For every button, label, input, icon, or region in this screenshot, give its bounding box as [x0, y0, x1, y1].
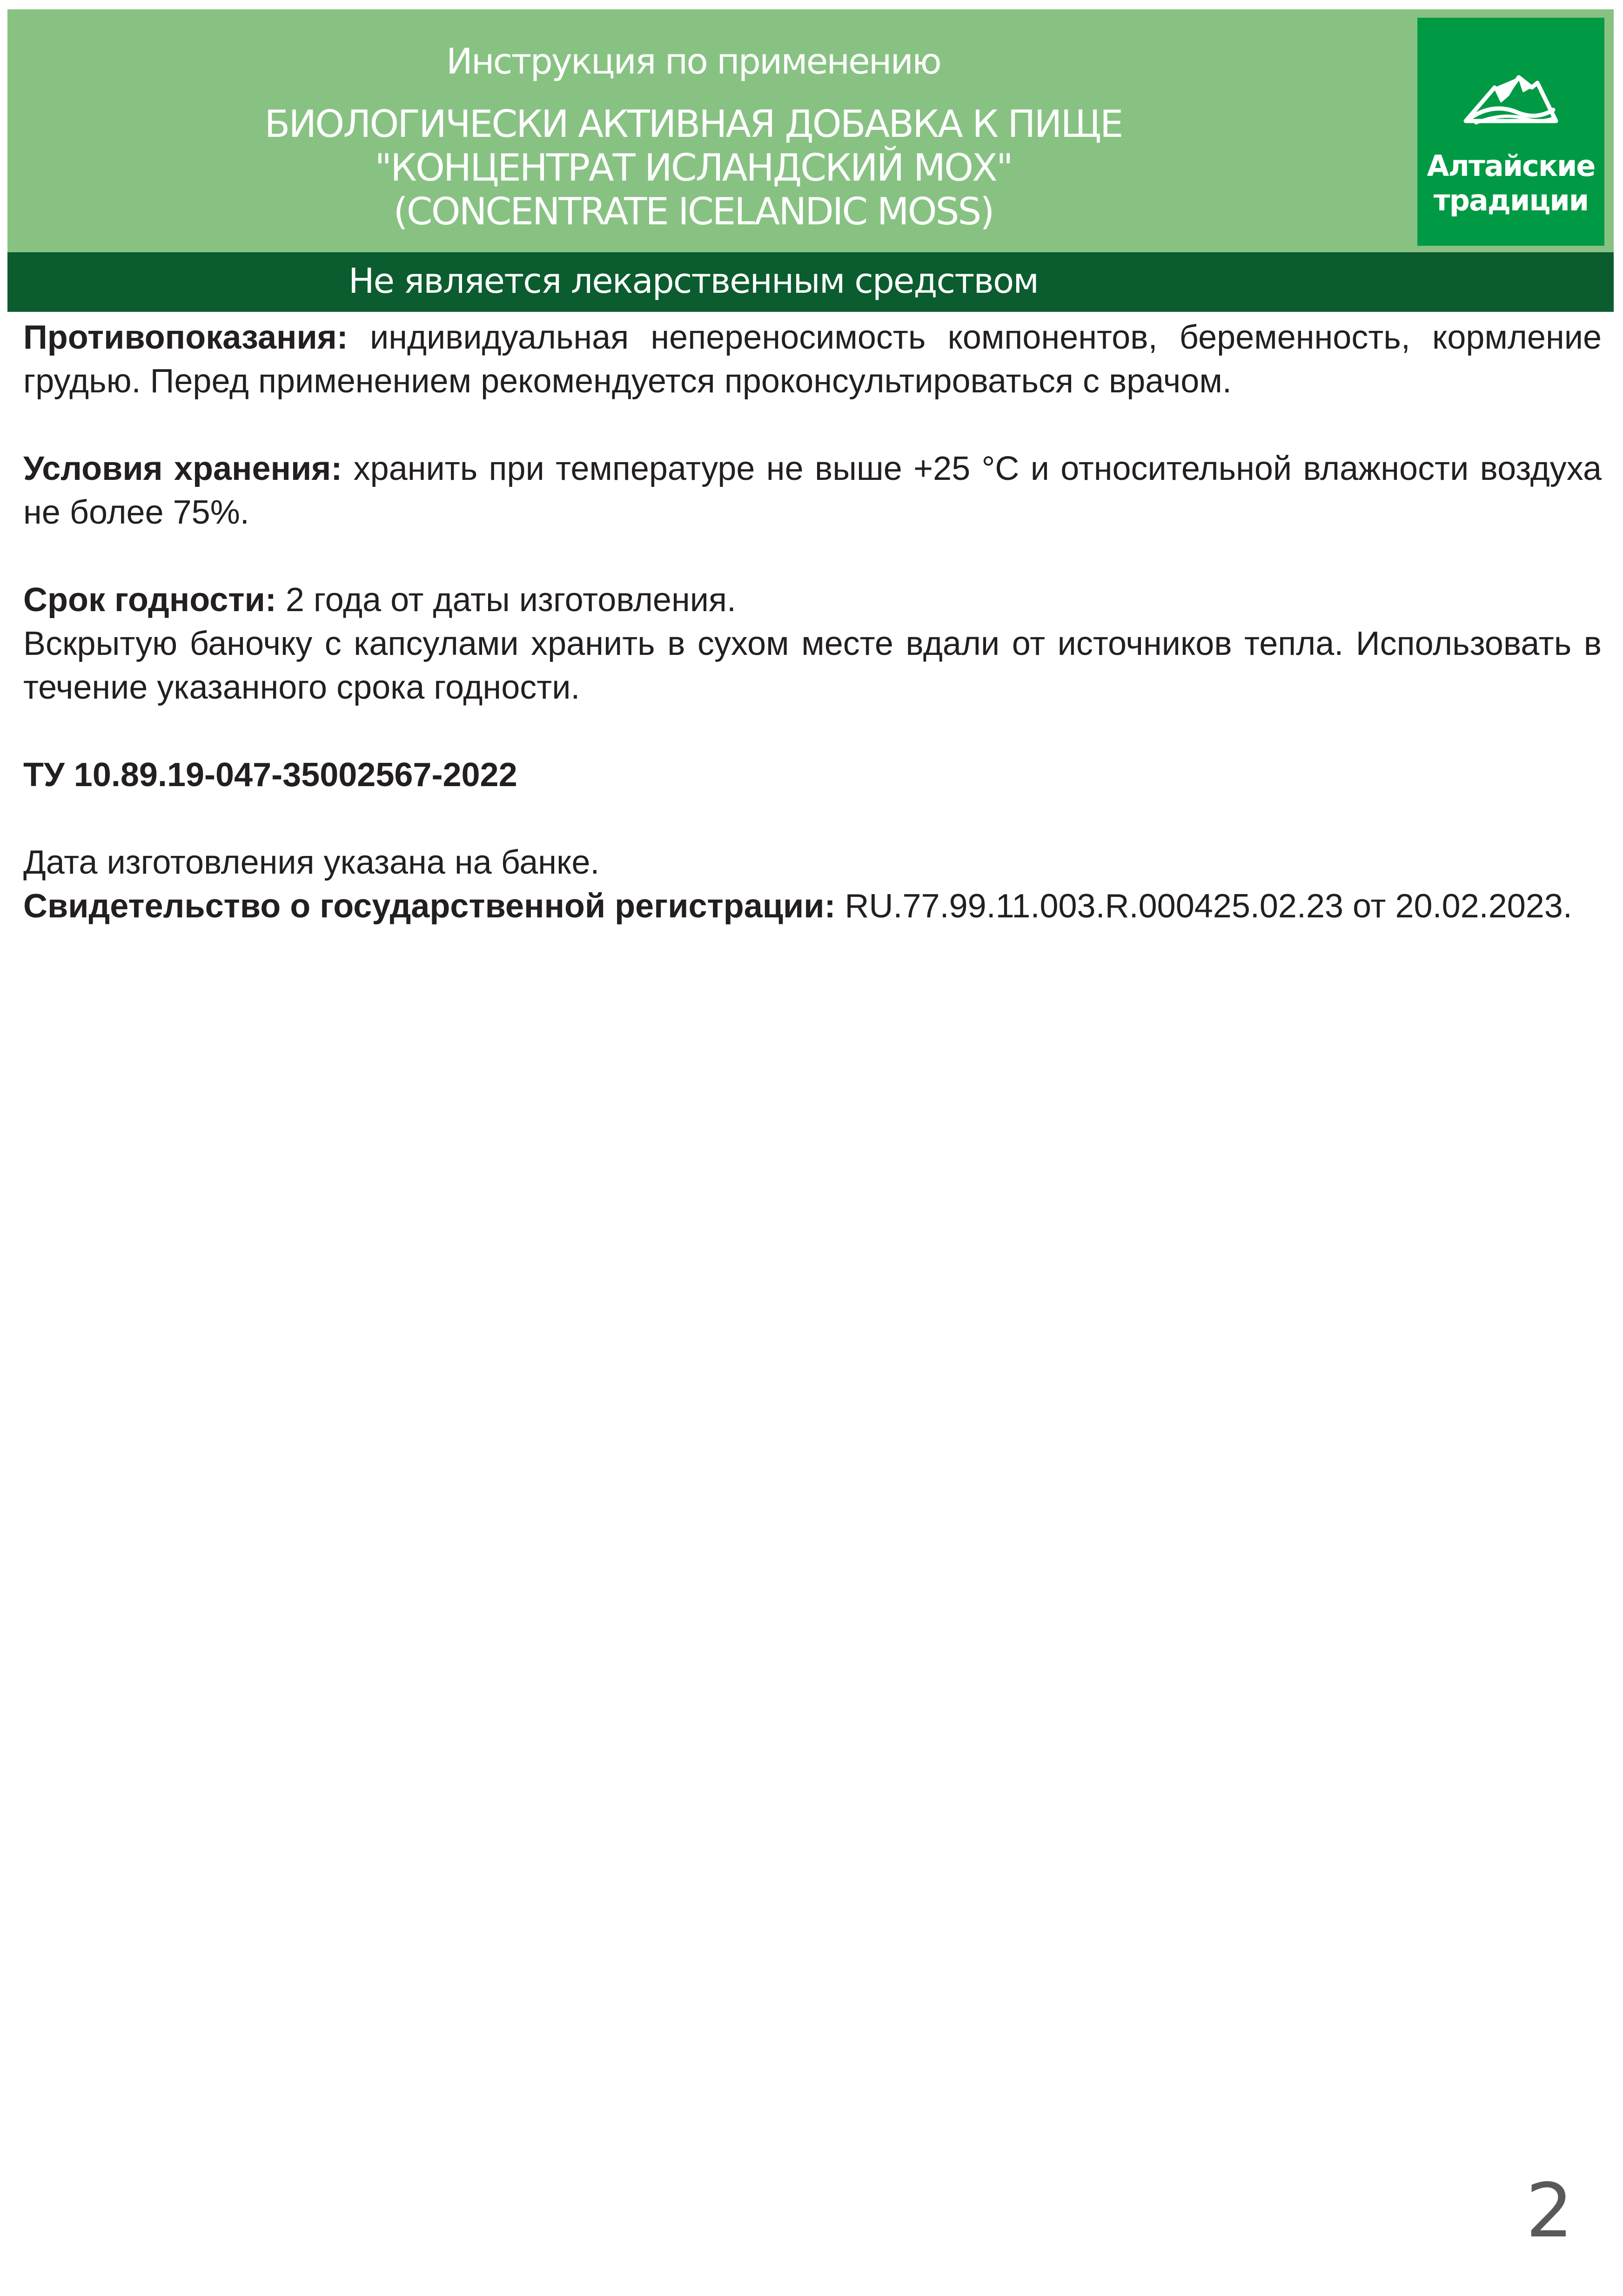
- disclaimer-banner: [7, 252, 1614, 312]
- brand-logo: [1417, 18, 1604, 246]
- product-line-1: БИОЛОГИЧЕСКИ АКТИВНАЯ ДОБАВКА К ПИЩЕ: [264, 102, 1122, 146]
- registration-label: Свидетельство о государственной регистрации:: [23, 888, 836, 925]
- product-line-3: (CONCENTRATE ICELANDIC MOSS): [393, 190, 993, 233]
- storage-paragraph: [23, 447, 1602, 534]
- shelf-life-text: 2 года от даты изготовления.: [276, 581, 736, 619]
- page-number: 2: [1526, 2167, 1573, 2254]
- contraindications-text: индивидуальная непереносимость компонентов, беременность, кормление грудью. Перед применением рекомендуется проконсультироваться с врачом.: [23, 319, 1602, 400]
- registration-paragraph: [23, 884, 1602, 928]
- contraindications-label: Противопоказания:: [23, 319, 348, 356]
- logo-text: [1417, 149, 1604, 218]
- shelf-life-paragraph: [23, 578, 1602, 622]
- registration-text: RU.77.99.11.003.R.000425.02.23 от 20.02.2023.: [835, 888, 1572, 925]
- logo-line-2: традиции: [1433, 183, 1589, 217]
- instruction-content: [23, 316, 1602, 928]
- header-title: Инструкция по применению: [446, 40, 940, 82]
- product-name: [7, 102, 1379, 234]
- manufacture-date-note: Дата изготовления указана на банке.: [23, 844, 600, 881]
- product-line-2: "КОНЦЕНТРАТ ИСЛАНДСКИЙ МОХ": [375, 146, 1012, 189]
- storage-label: Условия хранения:: [23, 450, 342, 487]
- technical-spec: ТУ 10.89.19-047-35002567-2022: [23, 756, 517, 794]
- shelf-life-label: Срок годности:: [23, 581, 276, 619]
- logo-line-1: Алтайские: [1427, 149, 1595, 183]
- header: [7, 9, 1614, 252]
- storage-text: хранить при температуре не выше +25 °С и относительной влажности воздуха не более 75%.: [23, 450, 1602, 531]
- disclaimer-text: Не является лекарственным средством: [348, 261, 1039, 301]
- mountain-logo-icon: [1462, 69, 1560, 125]
- contraindications-paragraph: [23, 316, 1602, 403]
- opened-jar-note: Вскрытую баночку с капсулами хранить в сухом месте вдали от источников тепла. Использовать в течение указанного срока годности.: [23, 625, 1602, 706]
